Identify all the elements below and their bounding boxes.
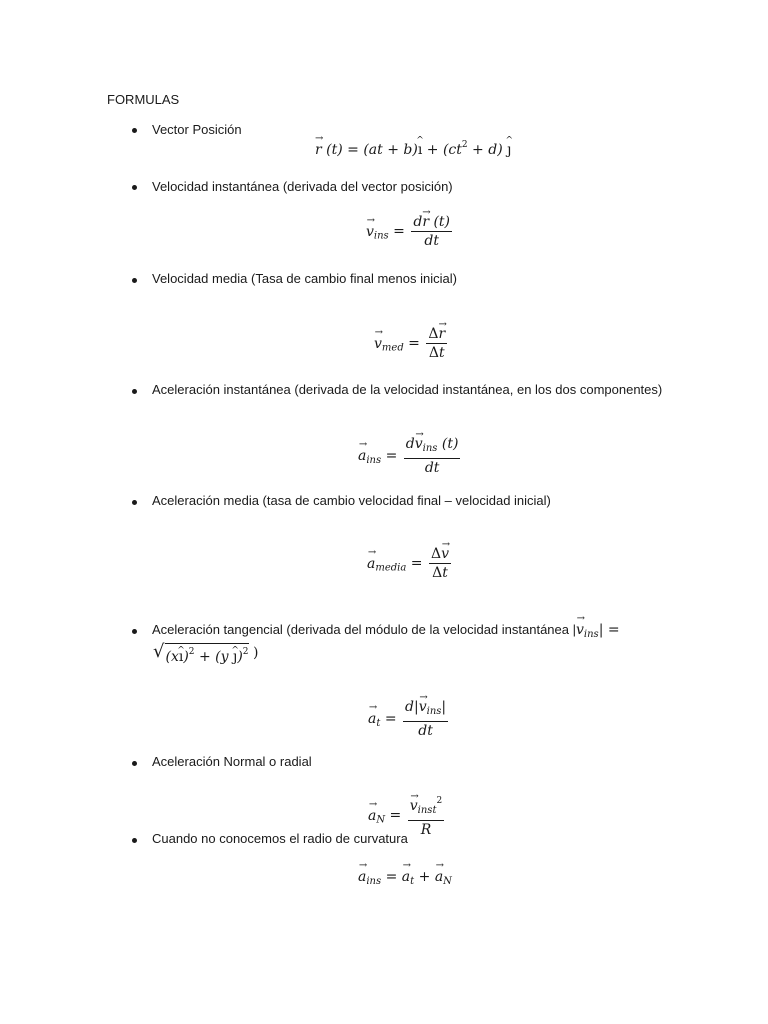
bullet-icon (132, 278, 137, 283)
bullet-icon (132, 761, 137, 766)
item-label-aceleracion-media: Aceleración media (tasa de cambio velocidad final – velocidad inicial) (152, 493, 551, 508)
formula-aceleracion-instantanea: → $a_{ins}$ = $\frac{d\to v_{ins} (t)}{dt}$ (358, 437, 462, 475)
item-label-vector-posicion: Vector Posición (152, 122, 242, 137)
bullet-icon (132, 185, 137, 190)
formula-velocidad-instantanea: → $v_{ins}$ = $\frac{d\to r (t)}{dt}$ (366, 215, 454, 248)
bullet-icon (132, 128, 137, 133)
bullet-icon (132, 838, 137, 843)
bullet-icon (132, 500, 137, 505)
formula-aceleracion-media: → $a_{media}$ = $\frac{\Delta\to v}{\Delta t}$ (367, 547, 453, 580)
item-label-velocidad-instantanea: Velocidad instantánea (derivada del vector posición) (152, 179, 453, 194)
formula-aceleracion-tangencial: → $a_t$ = $\frac{d|\to v_{ins}|}{dt}$ (368, 700, 450, 738)
item-label-aceleracion-instantanea: Aceleración instantánea (derivada de la velocidad instantánea, en los dos componentes) (152, 382, 663, 397)
formula-velocidad-media: → $v_{med}$ = $\frac{\Delta\to r}{\Delta t}$ (374, 327, 449, 360)
formula-aceleracion-normal: → $a_N$ = → $\frac{v_{inst}^2}{R}$ (368, 794, 446, 837)
label-formula-modulo-velocidad: √ (x^ ı)$^2$ + (y ^ ȷ)$^2$ ) (153, 643, 258, 665)
item-label-aceleracion-normal: Aceleración Normal o radial (152, 754, 312, 769)
item-label-velocidad-media: Velocidad media (Tasa de cambio final menos inicial) (152, 271, 457, 286)
formula-vector-posicion: → r (t) = (at + b)^ ı + $(ct^2 + d)$ ^ ȷ (315, 140, 511, 158)
formula-aceleracion-total: → $a_{ins}$ = → $a_t$ + → $a_N$ (358, 869, 452, 887)
bullet-icon (132, 629, 137, 634)
item-label-radio-curvatura: Cuando no conocemos el radio de curvatura (152, 831, 408, 846)
bullet-icon (132, 389, 137, 394)
page-title: FORMULAS (107, 92, 180, 107)
item-label-aceleracion-tangencial: Aceleración tangencial (derivada del módulo de la velocidad instantánea |→ $v_{ins}|$ = (152, 622, 620, 640)
